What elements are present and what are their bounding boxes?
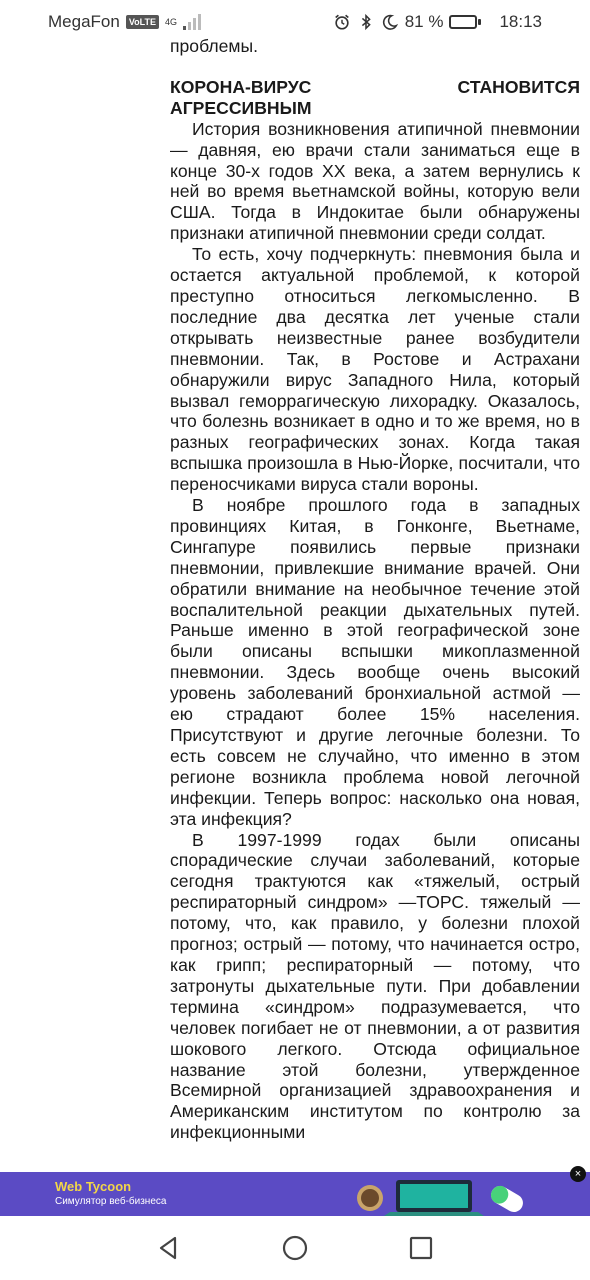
back-button[interactable] [106,1216,232,1280]
volte-badge: VoLTE [126,15,159,29]
ad-title[interactable]: Web Tycoon [55,1179,132,1194]
article-paragraph: В ноябре прошлого года в западных провинциях Китая, в Гонконге, Вьетнаме, Сингапуре появились первые признаки пневмонии, привлекшие внимание врачей. Они обратили внимание на необычное течение этой воспалительной реакции дыхательных путей. Раньше именно в этой географической зоне были описаны вспышки микоплазменной пневмонии. Здесь вообще очень высокий уровень заболеваний бронхиальной астмой — ею страдают более 15% населения. Присутствуют и другие легочные болезни. То есть совсем не случайно, что именно в этом регионе возникла проблема новой легочной инфекции. Теперь вопрос: насколько она новая, эта инфекция? [170,495,580,829]
network-type: 4G [165,16,178,27]
home-button[interactable] [232,1216,358,1280]
article-body [170,36,580,1143]
clock: 18:13 [499,12,542,31]
ad-banner[interactable] [0,1168,590,1216]
heading-word: КОРОНА-ВИРУС [170,76,312,97]
bluetooth-icon [357,13,375,31]
recents-icon[interactable] [407,1234,435,1262]
status-bar-left [48,12,201,32]
ad-illustration [350,1176,550,1216]
back-icon[interactable] [155,1234,183,1262]
navigation-bar [0,1216,590,1280]
ad-subtitle[interactable]: Симулятор веб-бизнеса [55,1196,167,1207]
status-bar-right [333,12,542,32]
article-paragraph: То есть, хочу подчеркнуть: пневмония была и остается актуальной проблемой, к которой преступно относиться легкомысленно. В последние два десятка лет ученые стали открывать неизвестные ранее возбудители пневмонии. Так, в Ростове и Астрахани обнаружили вирус Западного Нила, который вызвал геморрагическую лихорадку. Оказалось, что болезнь возникает в одно и то же время, но в разных географических зонах. Когда такая вспышка произошла в Нью-Йорке, посчитали, что переносчиками вируса стали вороны. [170,244,580,495]
ad-text[interactable] [55,1179,166,1209]
article-paragraph: В 1997-1999 годах были описаны спорадические случаи заболеваний, которые сегодня трактуются как «тяжелый, острый респираторный синдром» —ТОРС. тяжелый — потому, что, как правило, у болезни плохой прогноз; острый — потому, что начинается остро, как грипп; респираторный — потому, что затронуты дыхательные пути. При добавлении термина «синдром» подразумевается, что человек погибает не от пневмонии, а от развития шокового легкого. Отсюда официальное название этой болезни, утвержденное Всемирной организацией здравоохранения и Американским институтом по контролю за инфекционными [170,829,580,1143]
carrier-name: MegaFon [48,12,120,31]
battery-icon [449,15,481,29]
article-paragraph: История возникновения атипичной пневмонии — давняя, ею врачи стали заниматься еще в конце 30-х годов XX века, а затем вернулись к ней во время вьетнамской войны, которую вели США. Тогда в Индокитае были обнаружены признаки атипичной пневмонии среди солдат. [170,118,580,244]
ad-close-button[interactable]: × [570,1166,586,1182]
home-icon[interactable] [281,1234,309,1262]
do-not-disturb-icon [381,13,399,31]
heading-word: АГРЕССИВНЫМ [170,97,312,118]
signal-icon [183,14,201,30]
heading-word: СТАНОВИТСЯ [457,76,580,97]
article-fragment: проблемы. [170,36,259,56]
article-heading [170,77,580,119]
alarm-icon [333,13,351,31]
recents-button[interactable] [358,1216,484,1280]
battery-percent: 81 % [404,12,444,31]
